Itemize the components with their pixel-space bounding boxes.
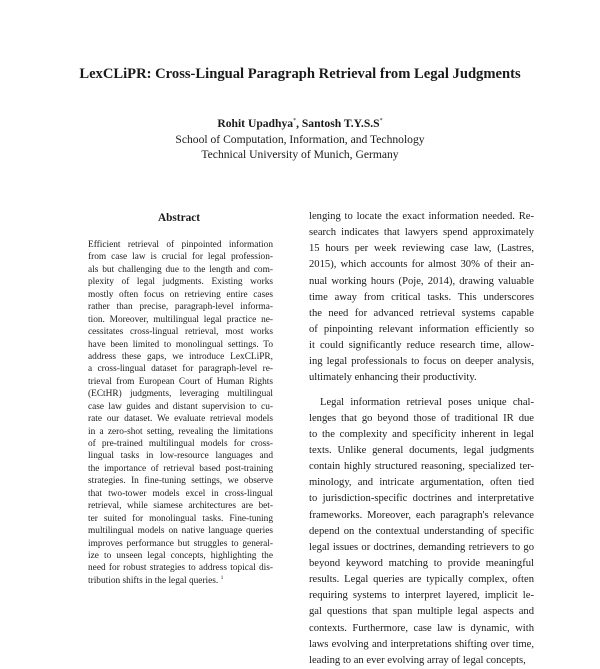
- text-line-content: leading to an ever evolving array of legal concepts,: [309, 654, 526, 666]
- text-line-content: rather than precise, paragraph-level informa-: [88, 302, 273, 313]
- text-line: [88, 401, 273, 413]
- text-line-content: case law guides and distant supervision to cu-: [88, 401, 273, 412]
- text-line-content: nual working hours (Poje, 2014), drawing valuable: [309, 275, 534, 287]
- text-line: [88, 351, 273, 363]
- text-line: [309, 604, 534, 620]
- text-line: [88, 575, 273, 587]
- text-line-content: mostly often focus on retrieving entire cases: [88, 289, 273, 300]
- text-line-content: beyond keyword matching to provide meaningful: [309, 557, 534, 569]
- text-line-content: depend on the contextual understanding of specific: [309, 525, 534, 537]
- text-line-content: the importance of retrieval based post-training: [88, 463, 273, 474]
- text-line: [88, 251, 273, 263]
- text-line: [309, 370, 534, 386]
- text-line: [88, 276, 273, 288]
- text-line-content: tion. Moreover, multilingual legal practice ne-: [88, 314, 273, 325]
- text-line: [88, 475, 273, 487]
- text-line: [88, 388, 273, 400]
- text-line: [88, 376, 273, 388]
- text-line-content: Legal information retrieval poses unique chal-: [320, 396, 534, 408]
- text-line: [309, 290, 534, 306]
- text-line-content: of pinpointing relevant information efficiently so: [309, 323, 534, 335]
- text-line: [88, 426, 273, 438]
- text-line: [88, 562, 273, 574]
- text-line-content: need for robust strategies to address topical dis-: [88, 563, 273, 574]
- text-line-content: search indicates that lawyers spend approximately: [309, 227, 534, 239]
- body-paragraph-1: [309, 209, 534, 387]
- text-line-content: minology, and intricate argumentation, often tied: [309, 477, 534, 489]
- text-line: [309, 274, 534, 290]
- author-name: Rohit Upadhya: [217, 117, 294, 130]
- text-line: [309, 637, 534, 653]
- text-line-content: 15 hours per week reviewing case law, (Lastres,: [309, 243, 534, 255]
- text-line-content: plexity of legal judgments. Existing works: [88, 277, 273, 288]
- text-line-content: texts. Unlike general documents, legal judgments: [309, 444, 534, 456]
- text-line-content: laws evolving and interpretations shifting over time,: [309, 638, 534, 650]
- text-line: [309, 653, 534, 669]
- author-mark: *: [379, 118, 383, 124]
- text-line: [88, 264, 273, 276]
- author-block: [0, 114, 600, 163]
- author-list: [0, 114, 600, 132]
- text-line: [309, 556, 534, 572]
- text-line: [88, 326, 273, 338]
- text-line-content: lingual tasks in low-resource languages and: [88, 451, 273, 462]
- text-line-content: gal questions that span multiple legal aspects and: [309, 606, 534, 618]
- text-line: [88, 525, 273, 537]
- text-line-content: ultimately enhancing their productivity.: [309, 372, 477, 384]
- text-line: [309, 322, 534, 338]
- footnote-mark: 1: [220, 574, 224, 581]
- text-line: [88, 450, 273, 462]
- text-line-content: to the complexity and specificity inherent in legal: [309, 428, 534, 440]
- text-line-content: frameworks. Moreover, each paragraph's relevance: [309, 509, 534, 521]
- text-line: [88, 538, 273, 550]
- text-line: [309, 257, 534, 273]
- text-line-content: a cross-lingual dataset for paragraph-level re-: [88, 364, 273, 375]
- text-line: [88, 301, 273, 313]
- text-line-content: rate our dataset. We evaluate retrieval models: [88, 414, 273, 425]
- text-line-content: ize to unseen legal concepts, highlighting the: [88, 550, 273, 561]
- text-line: [88, 413, 273, 425]
- text-line-content: contain highly structured reasoning, specialized ter-: [309, 461, 534, 473]
- text-line: [309, 241, 534, 257]
- text-line: [88, 289, 273, 301]
- author-name: Santosh T.Y.S.S: [301, 117, 380, 130]
- text-line: [309, 411, 534, 427]
- text-line: [309, 427, 534, 443]
- text-line: [88, 550, 273, 562]
- abstract-heading: Abstract: [157, 212, 201, 224]
- paper-title: LexCLiPR: Cross-Lingual Paragraph Retrieval from Legal Judgments: [79, 66, 521, 82]
- text-line-content: from case law is crucial for legal profession-: [88, 252, 273, 263]
- text-line: [88, 438, 273, 450]
- text-line-content: it could significantly reduce research time, allow-: [309, 340, 534, 352]
- body-paragraph-2: [309, 395, 534, 669]
- text-line-content: in a zero-shot setting, revealing the limitations: [88, 426, 273, 437]
- text-line: [309, 443, 534, 459]
- institution: Technical University of Munich, Germany: [201, 148, 399, 161]
- text-line: [88, 239, 273, 251]
- text-line-content: results. Legal queries are typically complex, often: [309, 574, 534, 586]
- text-line-content: requiring systems to interpret layered, implicit le-: [309, 590, 534, 602]
- text-line-content: improves performance but struggles to general-: [88, 538, 273, 549]
- text-line-content: retrieval, while siamese architectures are bet-: [88, 501, 273, 512]
- text-line: [309, 621, 534, 637]
- text-line-content: 2015), which accounts for almost 30% of their an-: [309, 259, 534, 271]
- text-line: [309, 354, 534, 370]
- text-line-content: of pre-trained multilingual models for cross-: [88, 439, 273, 449]
- text-line-content: strategies. In fine-tuning settings, we observe: [88, 476, 273, 487]
- text-line-content: have been limited to monolingual settings. To: [88, 339, 273, 350]
- text-line: [309, 475, 534, 491]
- text-line-content: ing legal professionals to focus on deeper analysis,: [309, 356, 534, 368]
- text-line-content: tribution shifts in the legal queries.: [88, 575, 219, 586]
- text-line: [309, 491, 534, 507]
- text-line-content: lenges that go beyond those of traditional IR due: [309, 412, 534, 424]
- text-line-content: the need for advanced retrieval systems capable: [309, 307, 534, 319]
- text-line-content: ter suited for monolingual tasks. Fine-tuning: [88, 513, 273, 524]
- text-line: [309, 540, 534, 556]
- text-line-content: Efficient retrieval of pinpointed information: [88, 240, 273, 250]
- text-line: [309, 225, 534, 241]
- text-line: [309, 572, 534, 588]
- text-line-content: multilingual models on native language queries: [88, 526, 273, 537]
- abstract-text: [88, 239, 273, 587]
- text-line-content: lenging to locate the exact information needed. Re-: [309, 211, 534, 222]
- text-line-content: that two-tower models excel in cross-lingual: [88, 488, 273, 499]
- text-line: [88, 488, 273, 500]
- text-line-content: als but challenging due to the length and com-: [88, 264, 273, 275]
- text-line: [309, 395, 534, 411]
- text-line-content: contexts. Furthermore, case law is dynamic, with: [309, 622, 534, 634]
- text-line-content: address these gaps, we introduce LexCLiPR,: [88, 351, 273, 362]
- text-line-content: legal issues or doctrines, demanding retrievers to go: [309, 541, 534, 553]
- text-line-content: trieval from European Court of Human Rights: [88, 376, 273, 387]
- text-line: [309, 338, 534, 354]
- author-separator: ,: [296, 117, 302, 130]
- text-line: [88, 363, 273, 375]
- text-line: [88, 500, 273, 512]
- text-line: [88, 463, 273, 475]
- text-line: [309, 306, 534, 322]
- text-line: [88, 339, 273, 351]
- text-line: [309, 588, 534, 604]
- text-line-content: cessitates cross-lingual retrieval, most works: [88, 327, 273, 338]
- text-line: [309, 524, 534, 540]
- text-line-content: (ECtHR) judgments, leveraging multilingual: [88, 389, 273, 400]
- text-line-content: to jurisdiction-specific doctrines and interpretative: [309, 493, 534, 505]
- text-line: [309, 459, 534, 475]
- text-line: [309, 209, 534, 225]
- author-mark: *: [293, 118, 297, 124]
- affiliation: School of Computation, Information, and Technology: [175, 132, 425, 146]
- text-line: [309, 508, 534, 524]
- text-line-content: time away from critical tasks. This underscores: [309, 291, 534, 303]
- text-line: [88, 314, 273, 326]
- text-line: [88, 513, 273, 525]
